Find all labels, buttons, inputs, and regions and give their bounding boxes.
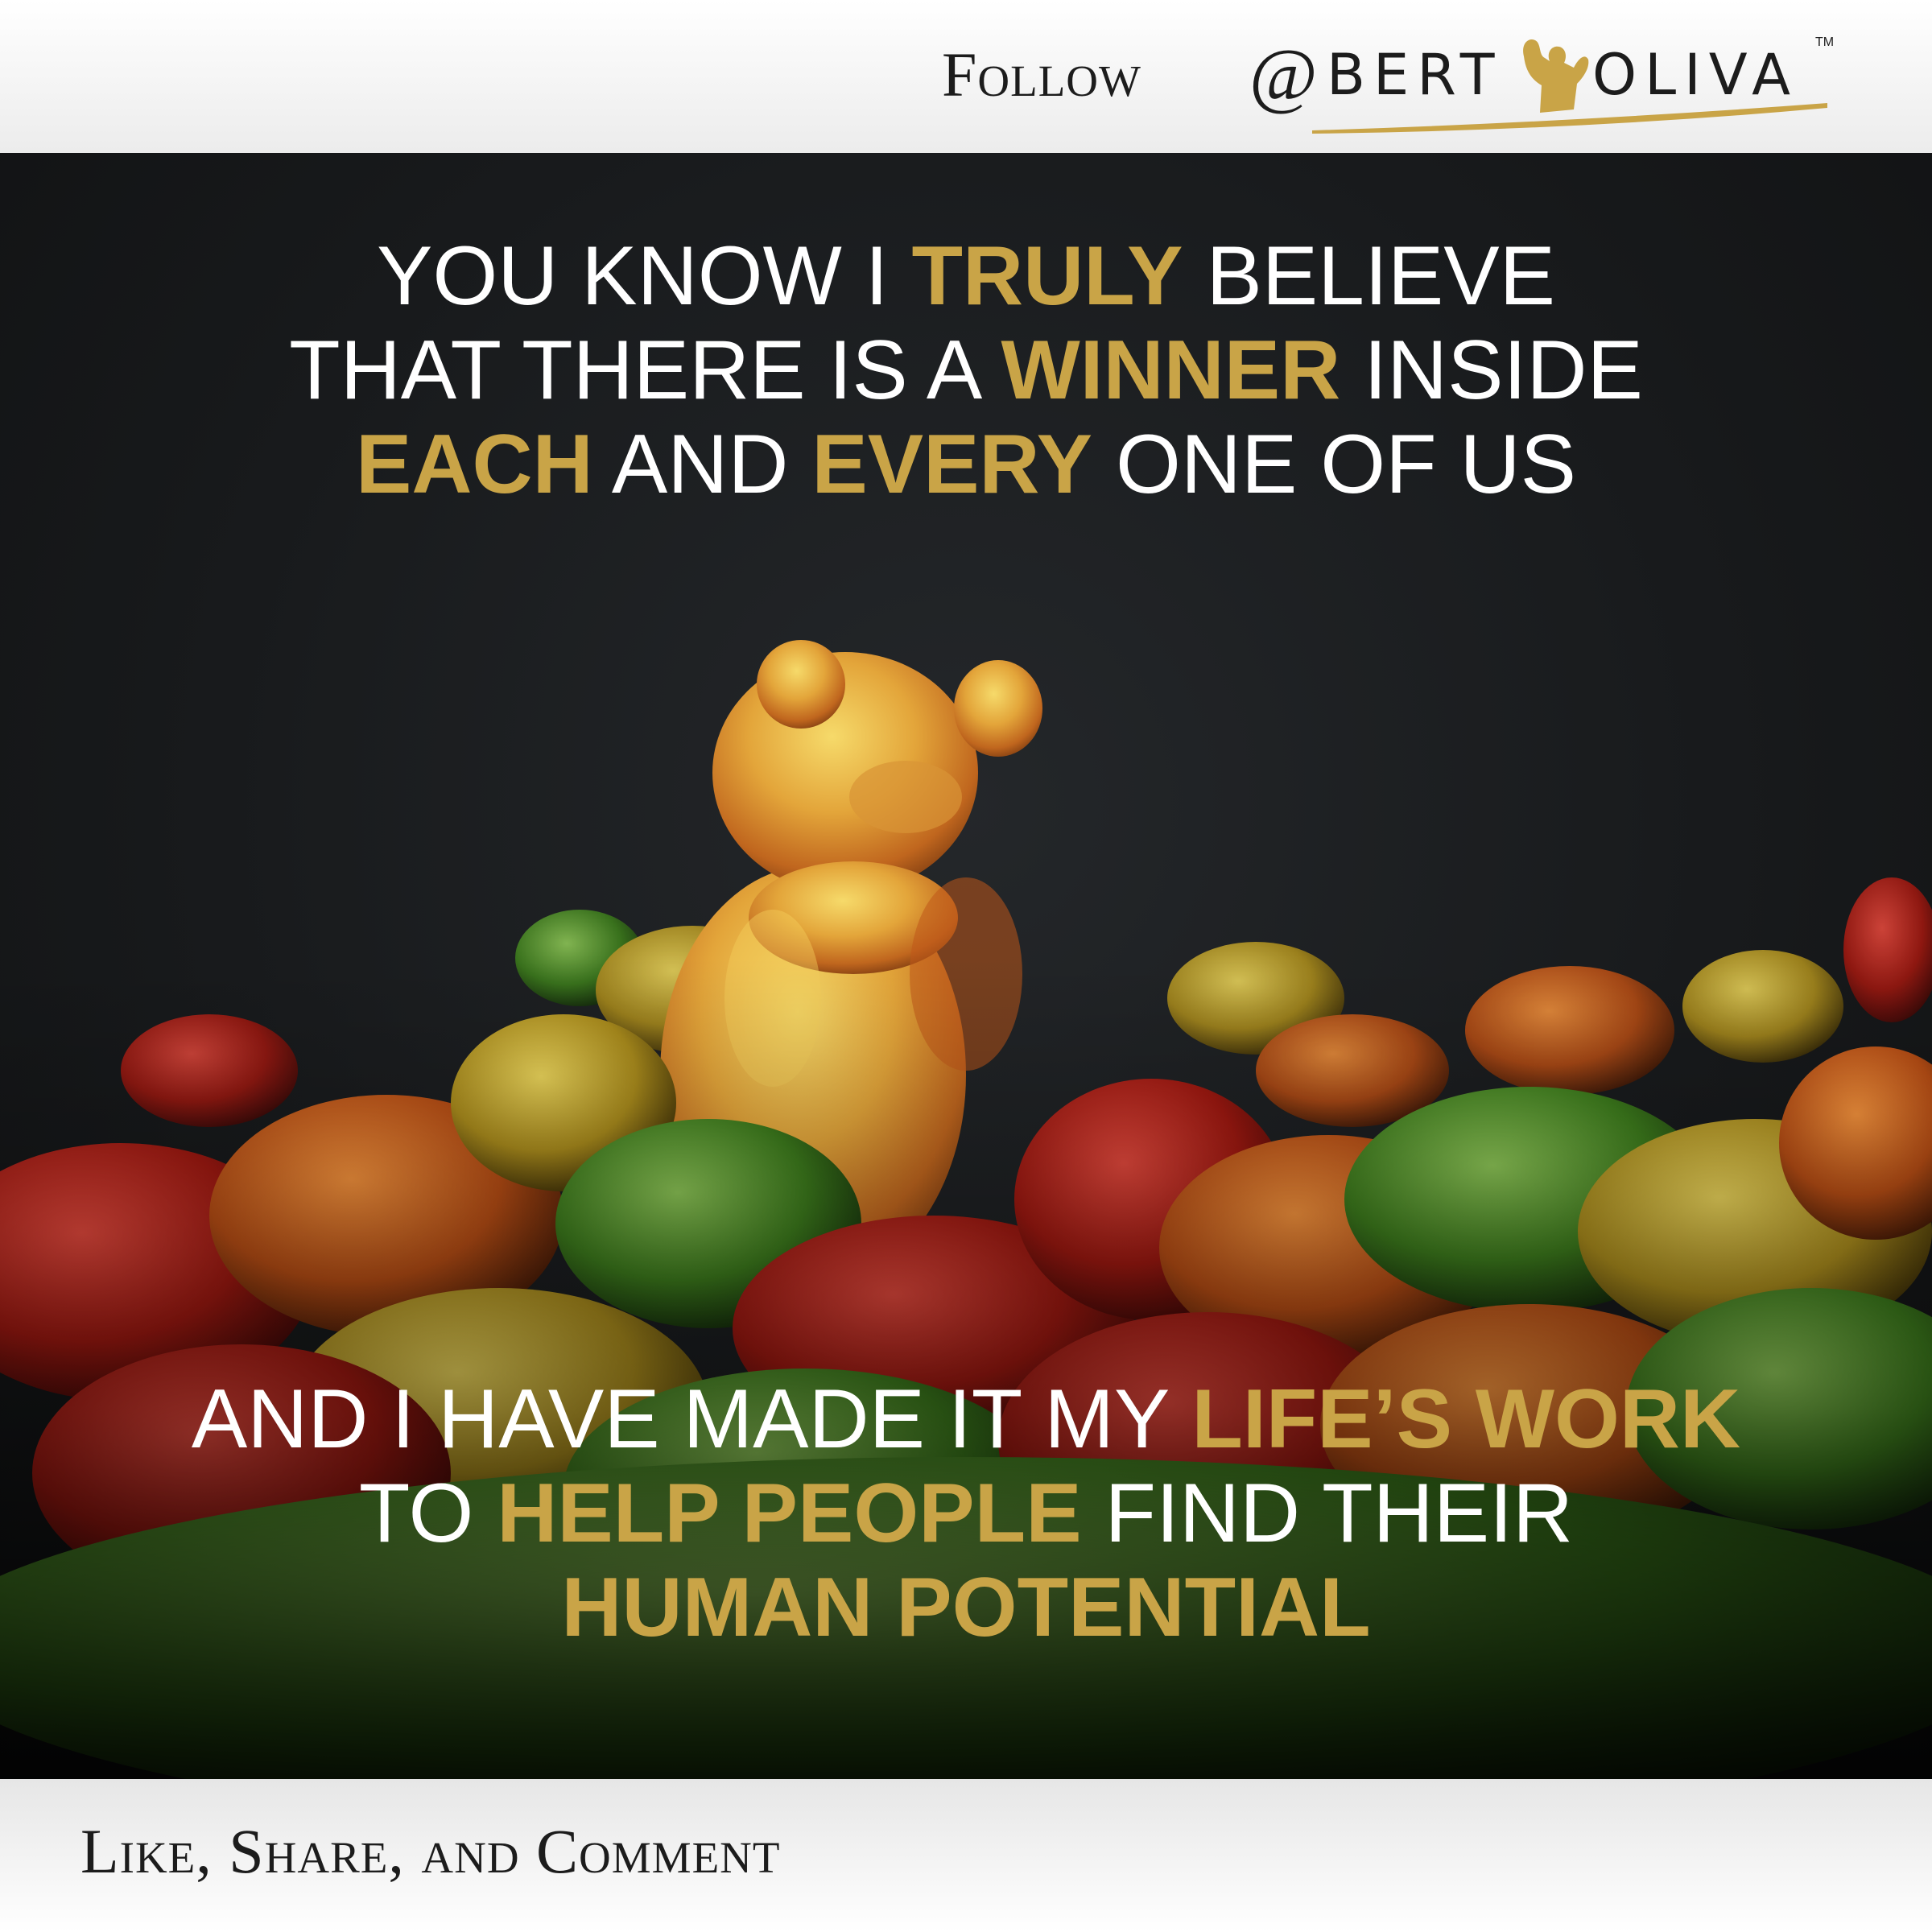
quote-text: ONE OF US	[1092, 418, 1576, 511]
quote-highlight: LIFE’S WORK	[1191, 1373, 1741, 1466]
quote-highlight: HUMAN POTENTIAL	[561, 1561, 1371, 1654]
quote-top-line-3	[0, 418, 1932, 512]
quote-highlight: EACH	[356, 418, 593, 511]
like-share-comment-cta[interactable]: Like, Share, and Comment	[80, 1816, 781, 1886]
quote-text: INSIDE	[1340, 324, 1643, 417]
quote-text: BELIEVE	[1183, 229, 1556, 323]
logo-follow-text: Follow	[942, 39, 1141, 109]
quote-text: THAT THERE IS A	[289, 324, 1001, 417]
flexing-figure-icon	[1517, 29, 1590, 118]
quote-text: YOU KNOW I	[376, 229, 912, 323]
logo-name-first: BERT	[1327, 42, 1503, 108]
quote-text: TO	[358, 1467, 497, 1560]
trademark-symbol: TM	[1815, 35, 1835, 49]
logo-name-last: OLIVA	[1592, 42, 1799, 108]
quote-top-line-2	[0, 324, 1932, 418]
quote-bottom-line-3	[0, 1561, 1932, 1655]
quote-text: FIND THEIR	[1081, 1467, 1574, 1560]
quote-text: AND	[592, 418, 812, 511]
quote-top-line-1	[0, 229, 1932, 324]
quote-bottom	[0, 1373, 1932, 1655]
gummy-bear-photo	[0, 153, 1932, 1779]
logo-at-symbol: @	[1249, 34, 1318, 116]
follow-bert-oliva-logo[interactable]	[942, 24, 1835, 129]
quote-highlight: EVERY	[811, 418, 1093, 511]
quote-bottom-line-1	[0, 1373, 1932, 1467]
quote-highlight: TRULY	[911, 229, 1183, 323]
quote-highlight: WINNER	[1001, 324, 1341, 417]
quote-text: AND I HAVE MADE IT MY	[191, 1373, 1192, 1466]
quote-bottom-line-2	[0, 1467, 1932, 1561]
quote-highlight: HELP PEOPLE	[497, 1467, 1082, 1560]
quote-top	[0, 229, 1932, 512]
